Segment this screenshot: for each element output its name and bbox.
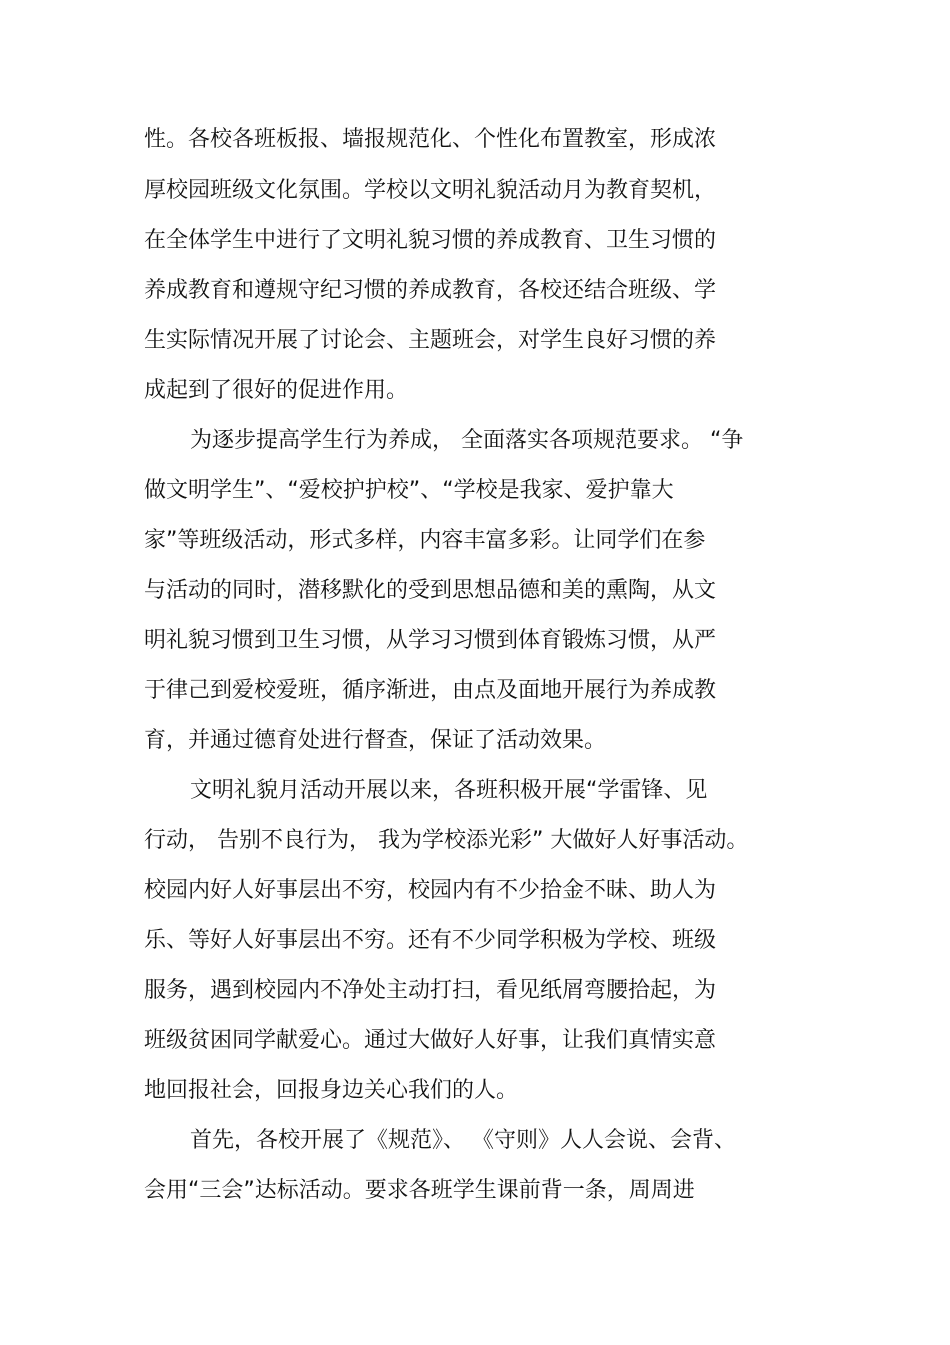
text-line: 地回报社会，回报身边关心我们的人。: [144, 1078, 519, 1103]
text-line: 会用“三会”达标活动。要求各班学生课前背一条，周周进: [144, 1178, 695, 1203]
text-line: 行动， 告别不良行为， 我为学校添光彩” 大做好人好事活动。: [144, 828, 749, 853]
paragraph-first-line: 文明礼貌月活动开展以来，各班积极开展“学雷锋、见: [190, 778, 708, 803]
text-line: 生实际情况开展了讨论会、主题班会，对学生良好习惯的养: [144, 328, 717, 353]
text-line: 家”等班级活动，形式多样，内容丰富多彩。让同学们在参: [144, 528, 706, 553]
text-line: 养成教育和遵规守纪习惯的养成教育，各校还结合班级、学: [144, 278, 717, 303]
text-line: 服务，遇到校园内不净处主动打扫，看见纸屑弯腰拾起，为: [144, 978, 717, 1003]
text-line: 性。各校各班板报、墙报规范化、个性化布置教室，形成浓: [144, 127, 717, 152]
text-line: 乐、等好人好事层出不穷。还有不少同学积极为学校、班级: [144, 928, 717, 953]
text-line: 育，并通过德育处进行督查，保证了活动效果。: [144, 728, 607, 753]
text-line: 班级贫困同学献爱心。通过大做好人好事，让我们真情实意: [144, 1028, 717, 1053]
text-line: 校园内好人好事层出不穷，校园内有不少拾金不昧、助人为: [144, 878, 717, 903]
text-line: 成起到了很好的促进作用。: [144, 378, 409, 403]
text-line: 于律己到爱校爱班，循序渐进，由点及面地开展行为养成教: [144, 678, 717, 703]
paragraph-first-line: 为逐步提高学生行为养成， 全面落实各项规范要求。 “争: [190, 428, 744, 453]
text-line: 明礼貌习惯到卫生习惯，从学习习惯到体育锻炼习惯，从严: [144, 628, 717, 653]
text-line: 做文明学生”、“爱校护护校”、“学校是我家、爱护靠大: [144, 478, 674, 503]
text-line: 与活动的同时，潜移默化的受到思想品德和美的熏陶，从文: [144, 578, 717, 603]
text-line: 在全体学生中进行了文明礼貌习惯的养成教育、卫生习惯的: [144, 228, 717, 253]
text-line: 厚校园班级文化氛围。学校以文明礼貌活动月为教育契机，: [144, 178, 717, 203]
paragraph-first-line: 首先，各校开展了《规范》、 《守则》人人会说、会背、: [190, 1128, 736, 1153]
